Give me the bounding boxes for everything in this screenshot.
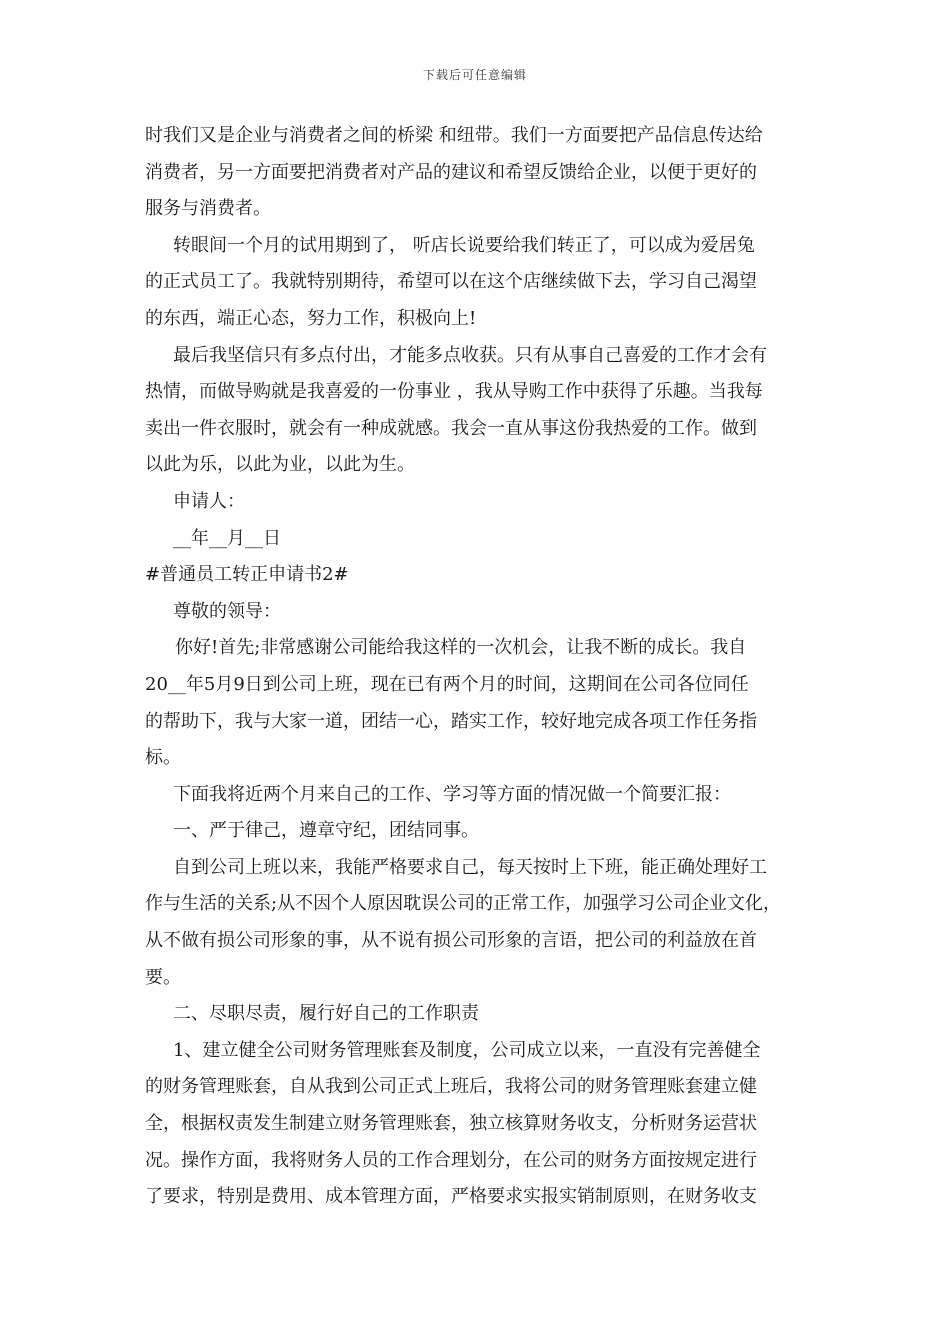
date-placeholder: __年__月__日 bbox=[173, 527, 281, 549]
salutation: 尊敬的领导： bbox=[173, 600, 281, 622]
page-header: 下载后可任意编辑 bbox=[422, 68, 527, 82]
text-line: 的东西，端正心态，努力工作，积极向上! bbox=[145, 307, 477, 329]
text-line: 的财务管理账套，自从我到公司正式上班后，我将公司的财务管理账套建立健 bbox=[145, 1076, 757, 1098]
paragraph-start: 1、建立健全公司财务管理账套及制度，公司成立以来，一直没有完善健全 bbox=[173, 1039, 761, 1061]
subsection-heading: 一、严于律己，遵章守纪，团结同事。 bbox=[173, 820, 479, 842]
text-line: 服务与消费者。 bbox=[145, 198, 271, 220]
text-line: 卖出一件衣服时，就会有一种成就感。我会一直从事这份我热爱的工作。做到 bbox=[145, 417, 757, 439]
text-line: 要。 bbox=[145, 966, 181, 988]
text-line: 的正式员工了。我就特别期待，希望可以在这个店继续做下去，学习自己渴望 bbox=[145, 271, 757, 293]
text-line: 况。操作方面，我将财务人员的工作合理划分，在公司的财务方面按规定进行 bbox=[145, 1149, 757, 1171]
text-line: 全，根据权责发生制建立财务管理账套，独立核算财务收支，分析财务运营状 bbox=[145, 1113, 757, 1135]
text-line: 了要求，特别是费用、成本管理方面，严格要求实报实销制原则，在财务收支 bbox=[145, 1186, 757, 1208]
text-line: 以此为乐，以此为业，以此为生。 bbox=[145, 454, 415, 476]
subsection-heading: 二、尽职尽责，履行好自己的工作职责 bbox=[173, 1003, 479, 1025]
text-line: 热情，而做导购就是我喜爱的一份事业 ，我从导购工作中获得了乐趣。当我每 bbox=[145, 381, 763, 403]
applicant-label: 申请人： bbox=[173, 490, 245, 512]
section-title: #普通员工转正申请书2# bbox=[145, 564, 349, 586]
paragraph-start: 你好!首先;非常感谢公司能给我这样的一次机会，让我不断的成长。我自 bbox=[175, 637, 747, 659]
paragraph-start: 自到公司上班以来，我能严格要求自己，每天按时上下班，能正确处理好工 bbox=[173, 856, 767, 878]
text-line: 从不做有损公司形象的事，从不说有损公司形象的言语，把公司的利益放在首 bbox=[145, 930, 757, 952]
text-line: 20__年5月9日到公司上班，现在已有两个月的时间，这期间在公司各位同任 bbox=[145, 673, 749, 695]
paragraph-start: 下面我将近两个月来自己的工作、学习等方面的情况做一个简要汇报： bbox=[173, 783, 731, 805]
document-body bbox=[145, 118, 807, 1216]
text-line: 标。 bbox=[145, 747, 181, 769]
text-line: 消费者，另一方面要把消费者对产品的建议和希望反馈给企业，以便于更好的 bbox=[145, 161, 757, 183]
paragraph-start: 转眼间一个月的试用期到了， 听店长说要给我们转正了，可以成为爱居兔 bbox=[173, 234, 755, 256]
text-line: 的帮助下，我与大家一道，团结一心，踏实工作，较好地完成各项工作任务指 bbox=[145, 710, 757, 732]
text-line: 时我们又是企业与消费者之间的桥梁 和纽带。我们一方面要把产品信息传达给 bbox=[145, 125, 763, 146]
text-line: 作与生活的关系;从不因个人原因耽误公司的正常工作，加强学习公司企业文化， bbox=[145, 893, 782, 915]
paragraph-start: 最后我坚信只有多点付出，才能多点收获。只有从事自己喜爱的工作才会有 bbox=[173, 344, 767, 366]
